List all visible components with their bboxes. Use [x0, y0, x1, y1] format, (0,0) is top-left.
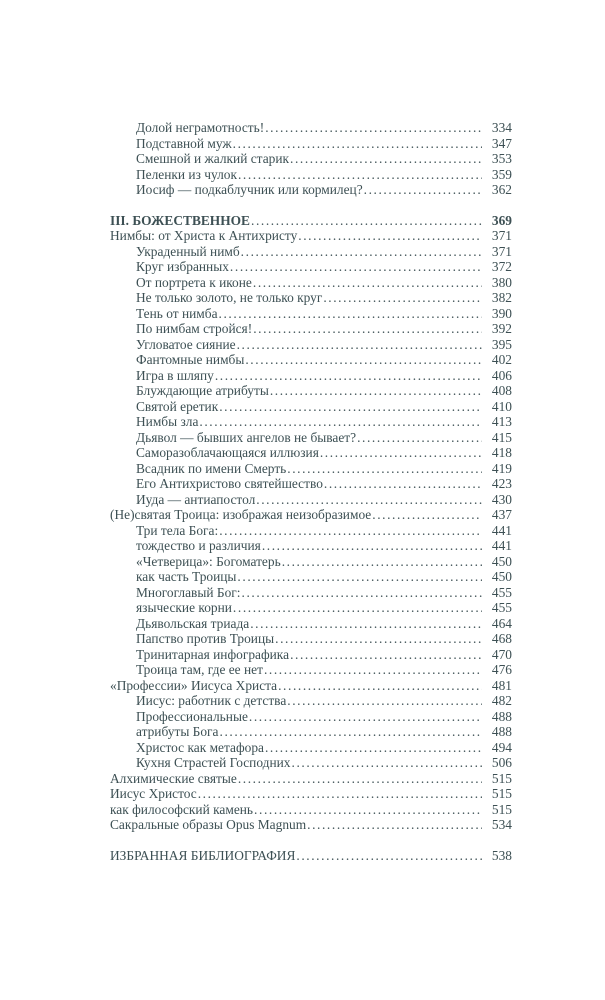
toc-entry-page: 390 [491, 305, 512, 321]
toc-entry-label: Иуда — антиапостол [136, 491, 256, 507]
toc-dot-leader [364, 182, 482, 198]
toc-entry-label: Нимбы зла [136, 414, 199, 429]
toc-entry-page: 423 [491, 476, 512, 491]
toc-entry-page: 413 [491, 414, 512, 429]
toc-dot-leader [307, 817, 482, 833]
toc-entry [110, 693, 512, 709]
toc-entry-page: 371 [491, 228, 512, 243]
toc-entry-label: Иосиф — подкаблучник или кормилец? [136, 182, 363, 197]
toc-dot-leader [230, 259, 482, 275]
toc-entry-label: Дьявольская триада [136, 615, 250, 631]
toc-entry-label: Фантомные нимбы [136, 352, 245, 367]
toc-entry [110, 523, 512, 539]
toc-entry [110, 461, 512, 477]
toc-entry-label: Дьявол — бывших ангелов не бывает? [136, 429, 357, 445]
toc-entry-label: Профессиональные [136, 708, 248, 724]
toc-dot-leader [251, 213, 482, 229]
toc-entry-label: Алхимические святые [110, 770, 237, 786]
toc-dot-leader [290, 151, 482, 167]
toc-entry [110, 167, 512, 183]
toc-entry-page: 419 [491, 460, 512, 476]
toc-entry-page: 380 [491, 274, 512, 290]
toc-entry-label: Круг избранных [136, 259, 229, 274]
toc-entry [110, 476, 512, 492]
toc-entry [110, 817, 512, 833]
toc-entry-label: «Профессии» Иисуса Христа [110, 677, 278, 693]
toc-entry-label: Иисус Христос [110, 786, 197, 801]
toc-entry-page: 476 [491, 662, 512, 677]
toc-dot-leader [237, 337, 482, 353]
toc-entry-page: 347 [491, 135, 512, 151]
toc-entry [110, 538, 512, 554]
toc-entry-page: 538 [491, 847, 512, 863]
toc-dot-leader [242, 585, 483, 601]
toc-dot-leader [199, 414, 482, 430]
toc-entry-page: 334 [491, 120, 512, 135]
toc-entry-label: атрибуты Бога [136, 724, 219, 739]
toc-dot-leader [265, 740, 482, 756]
toc-entry-page: 382 [491, 290, 512, 305]
toc-dot-leader [219, 306, 482, 322]
toc-dot-leader [357, 430, 482, 446]
toc-entry [110, 368, 512, 384]
toc-entry [110, 290, 512, 306]
toc-entry [110, 352, 512, 368]
toc-entry [110, 492, 512, 508]
toc-entry-page: 488 [491, 708, 512, 724]
toc-entry [110, 136, 512, 152]
toc-dot-leader [278, 678, 482, 694]
toc-entry-page: 515 [491, 801, 512, 817]
toc-dot-leader [241, 244, 482, 260]
toc-dot-leader [220, 724, 483, 740]
toc-dot-leader [254, 802, 482, 818]
toc-entry-page: 418 [491, 445, 512, 460]
toc-entry-label: Подставной муж [136, 135, 232, 151]
toc-entry-label: Угловатое сияние [136, 336, 236, 352]
toc-dot-leader [320, 445, 482, 461]
toc-entry-page: 353 [491, 151, 512, 166]
toc-entry-page: 450 [491, 553, 512, 569]
toc-entry [110, 182, 512, 198]
toc-entry [110, 848, 512, 864]
toc-entry [110, 631, 512, 647]
toc-entry-label: Кухня Страстей Господних [136, 755, 291, 770]
toc-dot-leader [296, 848, 482, 864]
toc-dot-leader [287, 693, 482, 709]
toc-dot-leader [238, 167, 482, 183]
toc-dot-leader [323, 290, 482, 306]
toc-entry [110, 213, 512, 229]
toc-entry [110, 755, 512, 771]
toc-dot-leader [253, 321, 482, 337]
toc-entry-label: От портрета к иконе [136, 274, 252, 290]
toc-entry [110, 399, 512, 415]
toc-entry [110, 709, 512, 725]
toc-entry-label: языческие корни [136, 600, 232, 615]
toc-dot-leader [250, 616, 482, 632]
toc-entry-label: Пеленки из чулок [136, 166, 237, 182]
toc-dot-leader [265, 120, 482, 136]
toc-entry [110, 306, 512, 322]
toc-entry-page: 441 [491, 522, 512, 538]
toc-entry-page: 515 [491, 786, 512, 801]
toc-entry-label: Долой неграмотность! [136, 120, 265, 135]
toc-entry-label: Иисус: работник с детства [136, 693, 287, 708]
toc-entry-label: По нимбам стройся! [136, 321, 253, 336]
toc-entry-label: Саморазоблачающаяся иллюзия [136, 445, 319, 460]
toc-entry [110, 771, 512, 787]
toc-entry-page: 494 [491, 739, 512, 755]
toc-entry-page: 406 [491, 367, 512, 383]
toc-entry-label: Тень от нимба [136, 305, 218, 321]
toc-dot-leader [292, 755, 482, 771]
toc-entry-label: Тринитарная инфографика [136, 646, 290, 662]
toc-entry [110, 569, 512, 585]
toc-entry-label: Многоглавый Бог: [136, 584, 241, 600]
toc-entry-page: 371 [491, 243, 512, 259]
toc-dot-leader [270, 383, 482, 399]
toc-dot-leader [215, 368, 482, 384]
toc-dot-leader [290, 647, 482, 663]
toc-entry-label: Сакральные образы Opus Magnum [110, 817, 307, 832]
toc-dot-leader [324, 476, 482, 492]
toc-entry-label: Нимбы: от Христа к Антихристу [110, 228, 298, 243]
toc-entry-page: 369 [491, 212, 512, 228]
toc-dot-leader [233, 600, 482, 616]
toc-entry [110, 786, 512, 802]
toc-entry [110, 802, 512, 818]
toc-entry-label: ИЗБРАННАЯ БИБЛИОГРАФИЯ [110, 847, 296, 863]
toc-entry [110, 275, 512, 291]
toc-entry-label: Папство против Троицы [136, 631, 275, 646]
table-of-contents [110, 120, 512, 863]
toc-entry-page: 464 [491, 615, 512, 631]
toc-entry-page: 408 [491, 383, 512, 398]
toc-entry-label: Смешной и жалкий старик [136, 151, 289, 166]
toc-entry [110, 585, 512, 601]
toc-entry [110, 724, 512, 740]
toc-dot-leader [249, 709, 482, 725]
toc-entry [110, 616, 512, 632]
toc-entry-page: 362 [491, 182, 512, 197]
toc-entry [110, 321, 512, 337]
toc-entry-label: Христос как метафора [136, 739, 264, 755]
toc-dot-leader [298, 228, 482, 244]
toc-dot-leader [275, 631, 482, 647]
toc-entry [110, 151, 512, 167]
toc-entry [110, 120, 512, 136]
toc-entry-label: Его Антихристово святейшество [136, 476, 323, 491]
toc-entry [110, 383, 512, 399]
toc-entry-page: 359 [491, 166, 512, 182]
toc-dot-leader [219, 523, 482, 539]
toc-dot-leader [282, 554, 482, 570]
toc-entry-page: 372 [491, 259, 512, 274]
toc-entry-page: 515 [491, 770, 512, 786]
toc-entry [110, 244, 512, 260]
toc-entry-label: тождество и различия [136, 538, 261, 553]
toc-entry-page: 455 [491, 584, 512, 600]
toc-dot-leader [219, 399, 482, 415]
toc-entry-label: Игра в шляпу [136, 367, 214, 383]
toc-entry-page: 488 [491, 724, 512, 739]
toc-entry-page: 455 [491, 600, 512, 615]
toc-dot-leader [264, 662, 482, 678]
toc-dot-leader [262, 538, 482, 554]
toc-entry-page: 395 [491, 336, 512, 352]
toc-entry-page: 430 [491, 491, 512, 507]
toc-dot-leader [245, 352, 482, 368]
toc-entry [110, 647, 512, 663]
toc-entry-page: 392 [491, 321, 512, 336]
toc-entry [110, 554, 512, 570]
toc-entry-label: Блуждающие атрибуты [136, 383, 269, 398]
toc-entry-page: 450 [491, 569, 512, 584]
toc-dot-leader [253, 275, 482, 291]
toc-dot-leader [287, 461, 482, 477]
toc-entry-page: 402 [491, 352, 512, 367]
toc-entry [110, 662, 512, 678]
toc-dot-leader [233, 136, 482, 152]
toc-entry-label: Святой еретик [136, 398, 219, 414]
toc-entry-page: 437 [491, 507, 512, 522]
toc-entry-label: III. БОЖЕСТВЕННОЕ [110, 212, 250, 228]
toc-dot-leader [238, 771, 482, 787]
toc-entry [110, 228, 512, 244]
toc-dot-leader [372, 507, 482, 523]
toc-entry-label: как часть Троицы [136, 569, 237, 584]
toc-entry-page: 534 [491, 817, 512, 832]
toc-dot-leader [256, 492, 482, 508]
toc-entry-page: 468 [491, 631, 512, 646]
toc-entry [110, 507, 512, 523]
toc-entry-label: (Не)святая Троица: изображая неизобразимое [110, 507, 372, 522]
toc-entry [110, 445, 512, 461]
toc-entry [110, 600, 512, 616]
toc-entry-page: 470 [491, 646, 512, 662]
toc-entry-page: 415 [491, 429, 512, 445]
toc-entry [110, 414, 512, 430]
toc-entry-label: как философский камень [110, 801, 254, 817]
toc-entry [110, 740, 512, 756]
toc-entry-label: Троица там, где ее нет [136, 662, 263, 677]
toc-entry [110, 430, 512, 446]
toc-entry-label: Не только золото, не только круг [136, 290, 323, 305]
toc-entry-page: 482 [491, 693, 512, 708]
toc-entry-page: 506 [491, 755, 512, 770]
toc-entry-label: Три тела Бога: [136, 522, 219, 538]
toc-dot-leader [198, 786, 482, 802]
toc-entry [110, 337, 512, 353]
toc-entry-label: Украденный нимб [136, 243, 240, 259]
toc-entry-page: 410 [491, 398, 512, 414]
toc-entry [110, 259, 512, 275]
toc-entry [110, 678, 512, 694]
toc-entry-page: 441 [491, 538, 512, 553]
toc-entry-page: 481 [491, 677, 512, 693]
toc-entry-label: «Четверица»: Богоматерь [136, 553, 281, 569]
toc-entry-label: Всадник по имени Смерть [136, 460, 287, 476]
toc-dot-leader [237, 569, 482, 585]
